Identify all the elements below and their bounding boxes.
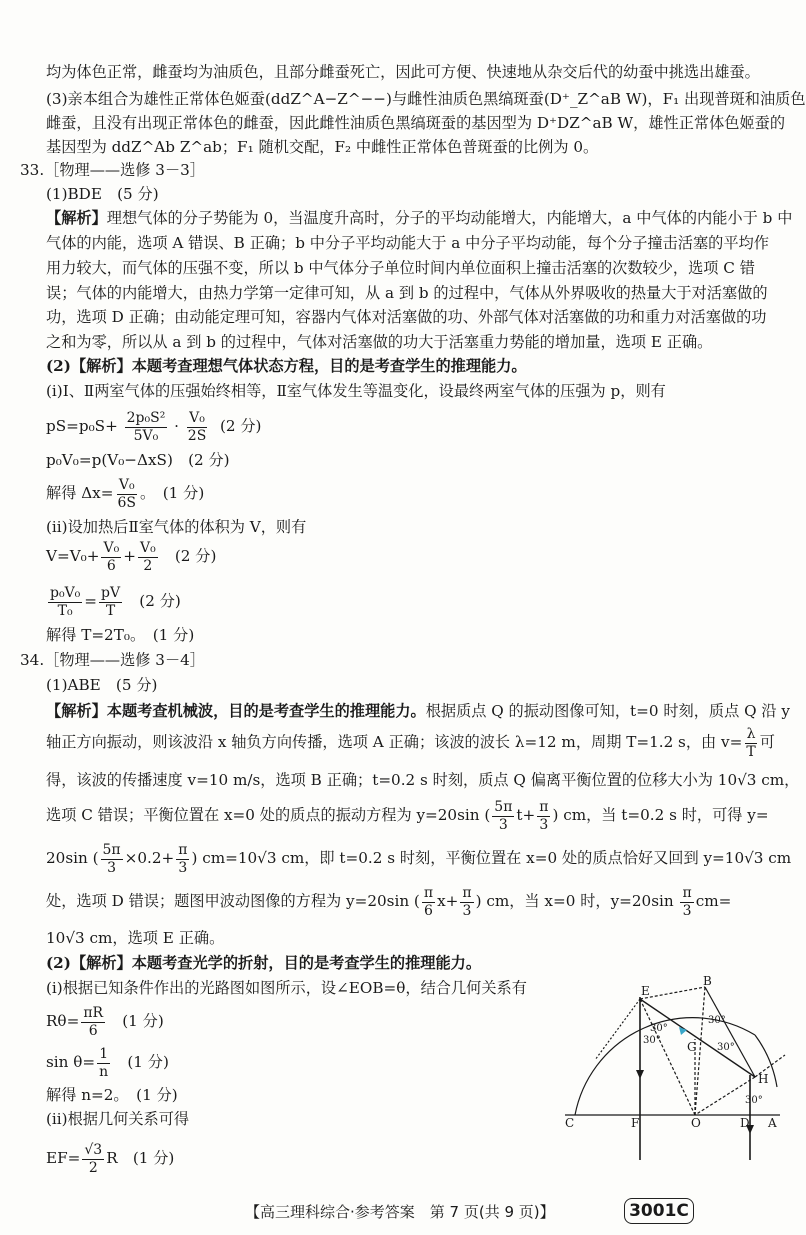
answer-33-1: (1)BDE (5 分) <box>46 185 159 203</box>
text-line: (3)亲本组合为雄性正常体色姬蚕(ddZ^A−Z^−−)与雌性油质色黑缟斑蚕(D⁺_Z^aB W)，F₁ 出现普斑和油质色 <box>46 90 806 108</box>
text-line: 20sin ( $\frac{5\pi}{3}$ ×0.2+ $\frac{\pi}{3}$ ) cm=10√3 cm，即 t=0.2 s 时刻，平衡位置在 x=0 处的质点恰好又回到 y=10√3 cm <box>46 841 792 876</box>
ray-bh <box>705 987 755 1077</box>
equation-5: $\frac{\text{p₀V₀}}{\text{T₀}}$ = $\frac{pV}{T}$ (2 分) <box>50 584 181 619</box>
text-line: 根据质点 Q 的振动图像可知，t=0 时刻，质点 Q 沿 y <box>425 702 791 720</box>
page-footer <box>0 1198 800 1224</box>
analysis-heading: 【解析】本题考查机械波，目的是考查学生的推理能力。 <box>46 702 426 720</box>
label-a: A <box>768 1116 777 1130</box>
text-line: 用力较大，而气体的压强不变，所以 b 中气体分子单位时间内单位面积上撞击活塞的次数较少，选项 C 错 <box>46 259 755 277</box>
angle-label: 30° <box>650 1023 668 1034</box>
label-o: O <box>691 1116 701 1130</box>
text-line: 理想气体的分子势能为 0，当温度升高时，分子的平均动能增大，内能增大，a 中气体的内能小于 b 中 <box>106 209 793 227</box>
equation-9: 解得 n=2。 (1 分) <box>46 1086 178 1104</box>
text-line: (ⅱ)设加热后Ⅱ室气体的体积为 V，则有 <box>46 518 307 536</box>
text-line: 选项 C 错误；平衡位置在 x=0 处的质点的振动方程为 y=20sin ( $\frac{5\pi}{3}$ t+ $\frac{\pi}{3}$ ) cm，当 t=0.2 s 时，可得 y= <box>46 798 769 833</box>
label-f: F <box>631 1116 640 1130</box>
question-34-heading: 34.［物理——选修 3－4］ <box>20 651 205 669</box>
text-line: (ⅱ)根据几何关系可得 <box>46 1110 190 1128</box>
equation-4: V=V₀+ $\frac{\text{V₀}}{6}$ + $\frac{\text{V₀}}{2}$ (2 分) <box>46 539 217 574</box>
label-d: D <box>740 1116 750 1130</box>
text-line: 轴正方向振动，则该波沿 x 轴负方向传播，选项 A 正确；该波的波长 λ=12 m，周期 T=1.2 s，由 v= $\frac{\lambda}{T}$ 可 <box>46 725 775 760</box>
analysis-heading: (2)【解析】本题考查理想气体状态方程，目的是考查学生的推理能力。 <box>46 357 527 375</box>
text-line: 雌蚕，且没有出现正常体色的雌蚕，因此雌性油质色黑缟斑蚕的基因型为 D⁺DZ^aB W，雄性正常体色姬蚕的 <box>46 114 786 132</box>
text-line: 10√3 cm，选项 E 正确。 <box>46 929 225 947</box>
text-line: 基因型为 ddZ^Ab Z^ab；F₁ 随机交配，F₂ 中雌性正常体色普斑蚕的比例为 0。 <box>46 138 599 156</box>
text-line: 误；气体的内能增大，由热力学第一定律可知，从 a 到 b 的过程中，气体从外界吸收的热量大于对活塞做的 <box>46 284 768 302</box>
equation-3: 解得 Δx= $\frac{\text{V₀}}{6S}$ 。 (1 分) <box>46 476 205 511</box>
radius-oe <box>640 999 695 1115</box>
text-line: 处，选项 D 错误；题图甲波动图像的方程为 y=20sin ( $\frac{\pi}{6}$ x+ $\frac{\pi}{3}$ ) cm，当 x=0 时，y=20sin $\frac{\pi}{3}$ cm= <box>46 884 732 919</box>
analysis-heading: (2)【解析】本题考查光学的折射，目的是考查学生的推理能力。 <box>46 954 482 972</box>
label-b: B <box>703 974 712 988</box>
text-line: (ⅰ)Ⅰ、Ⅱ两室气体的压强始终相等，Ⅱ室气体发生等温变化，设最终两室气体的压强为 p，则有 <box>46 382 666 400</box>
footer-text: 【高三理科综合·参考答案 第 7 页(共 9 页)】 <box>245 1203 555 1221</box>
text-line: 均为体色正常，雌蚕均为油质色，且部分雌蚕死亡，因此可方便、快速地从杂交后代的幼蚕中挑选出雄蚕。 <box>46 63 760 81</box>
equation-6: 解得 T=2T₀。 (1 分) <box>46 626 195 644</box>
equation-10: EF= $\frac{√3}{2}$ R (1 分) <box>46 1141 175 1176</box>
equation-2: p₀V₀=p(V₀−ΔxS) (2 分) <box>46 451 230 469</box>
question-33-heading: 33.［物理——选修 3－3］ <box>20 161 205 179</box>
analysis-tag: 【解析】 <box>46 209 107 227</box>
dotted-line <box>595 999 640 1060</box>
text-line: 之和为零，所以从 a 到 b 的过程中，气体对活塞做的功大于活塞重力势能的增加量，选项 E 正确。 <box>46 333 713 351</box>
text-line: 得，该波的传播速度 v=10 m/s，选项 B 正确；t=0.2 s 时刻，质点 Q 偏离平衡位置的位移大小为 10√3 cm， <box>46 771 800 789</box>
paper-code-badge: 3001C <box>624 1198 694 1224</box>
angle-label: 30° <box>717 1042 735 1053</box>
angle-label: 30° <box>708 1015 726 1026</box>
equation-1: pS=p₀S+ $\frac{\text{2p₀S²}}{\text{5V₀}}$ · $\frac{\text{V₀}}{2S}$ (2 分) <box>46 409 262 444</box>
equation-7: Rθ= $\frac{\pi R}{6}$ (1 分) <box>46 1004 164 1039</box>
label-e: E <box>641 984 650 998</box>
optics-diagram <box>555 975 790 1165</box>
label-c: C <box>565 1116 575 1130</box>
text-line: 气体的内能，选项 A 错误、B 正确；b 中分子平均动能大于 a 中分子平均动能，每个分子撞击活塞的平均作 <box>46 234 769 252</box>
equation-8: sin θ= $\frac{1}{n}$ (1 分) <box>46 1045 169 1080</box>
text-line: (ⅰ)根据已知条件作出的光路图如图所示，设∠EOB=θ，结合几何关系有 <box>46 979 527 997</box>
label-g: G <box>687 1040 697 1054</box>
angle-label: 30° <box>643 1035 661 1046</box>
angle-label: 30° <box>745 1095 763 1106</box>
arrow-down-ef <box>636 1070 644 1079</box>
answer-34-1: (1)ABE (5 分) <box>46 676 158 694</box>
text-line: 功，选项 D 正确；由动能定理可知，容器内气体对活塞做的功、外部气体对活塞做的功和重力对活塞做的功 <box>46 308 767 326</box>
label-h: H <box>758 1072 769 1086</box>
